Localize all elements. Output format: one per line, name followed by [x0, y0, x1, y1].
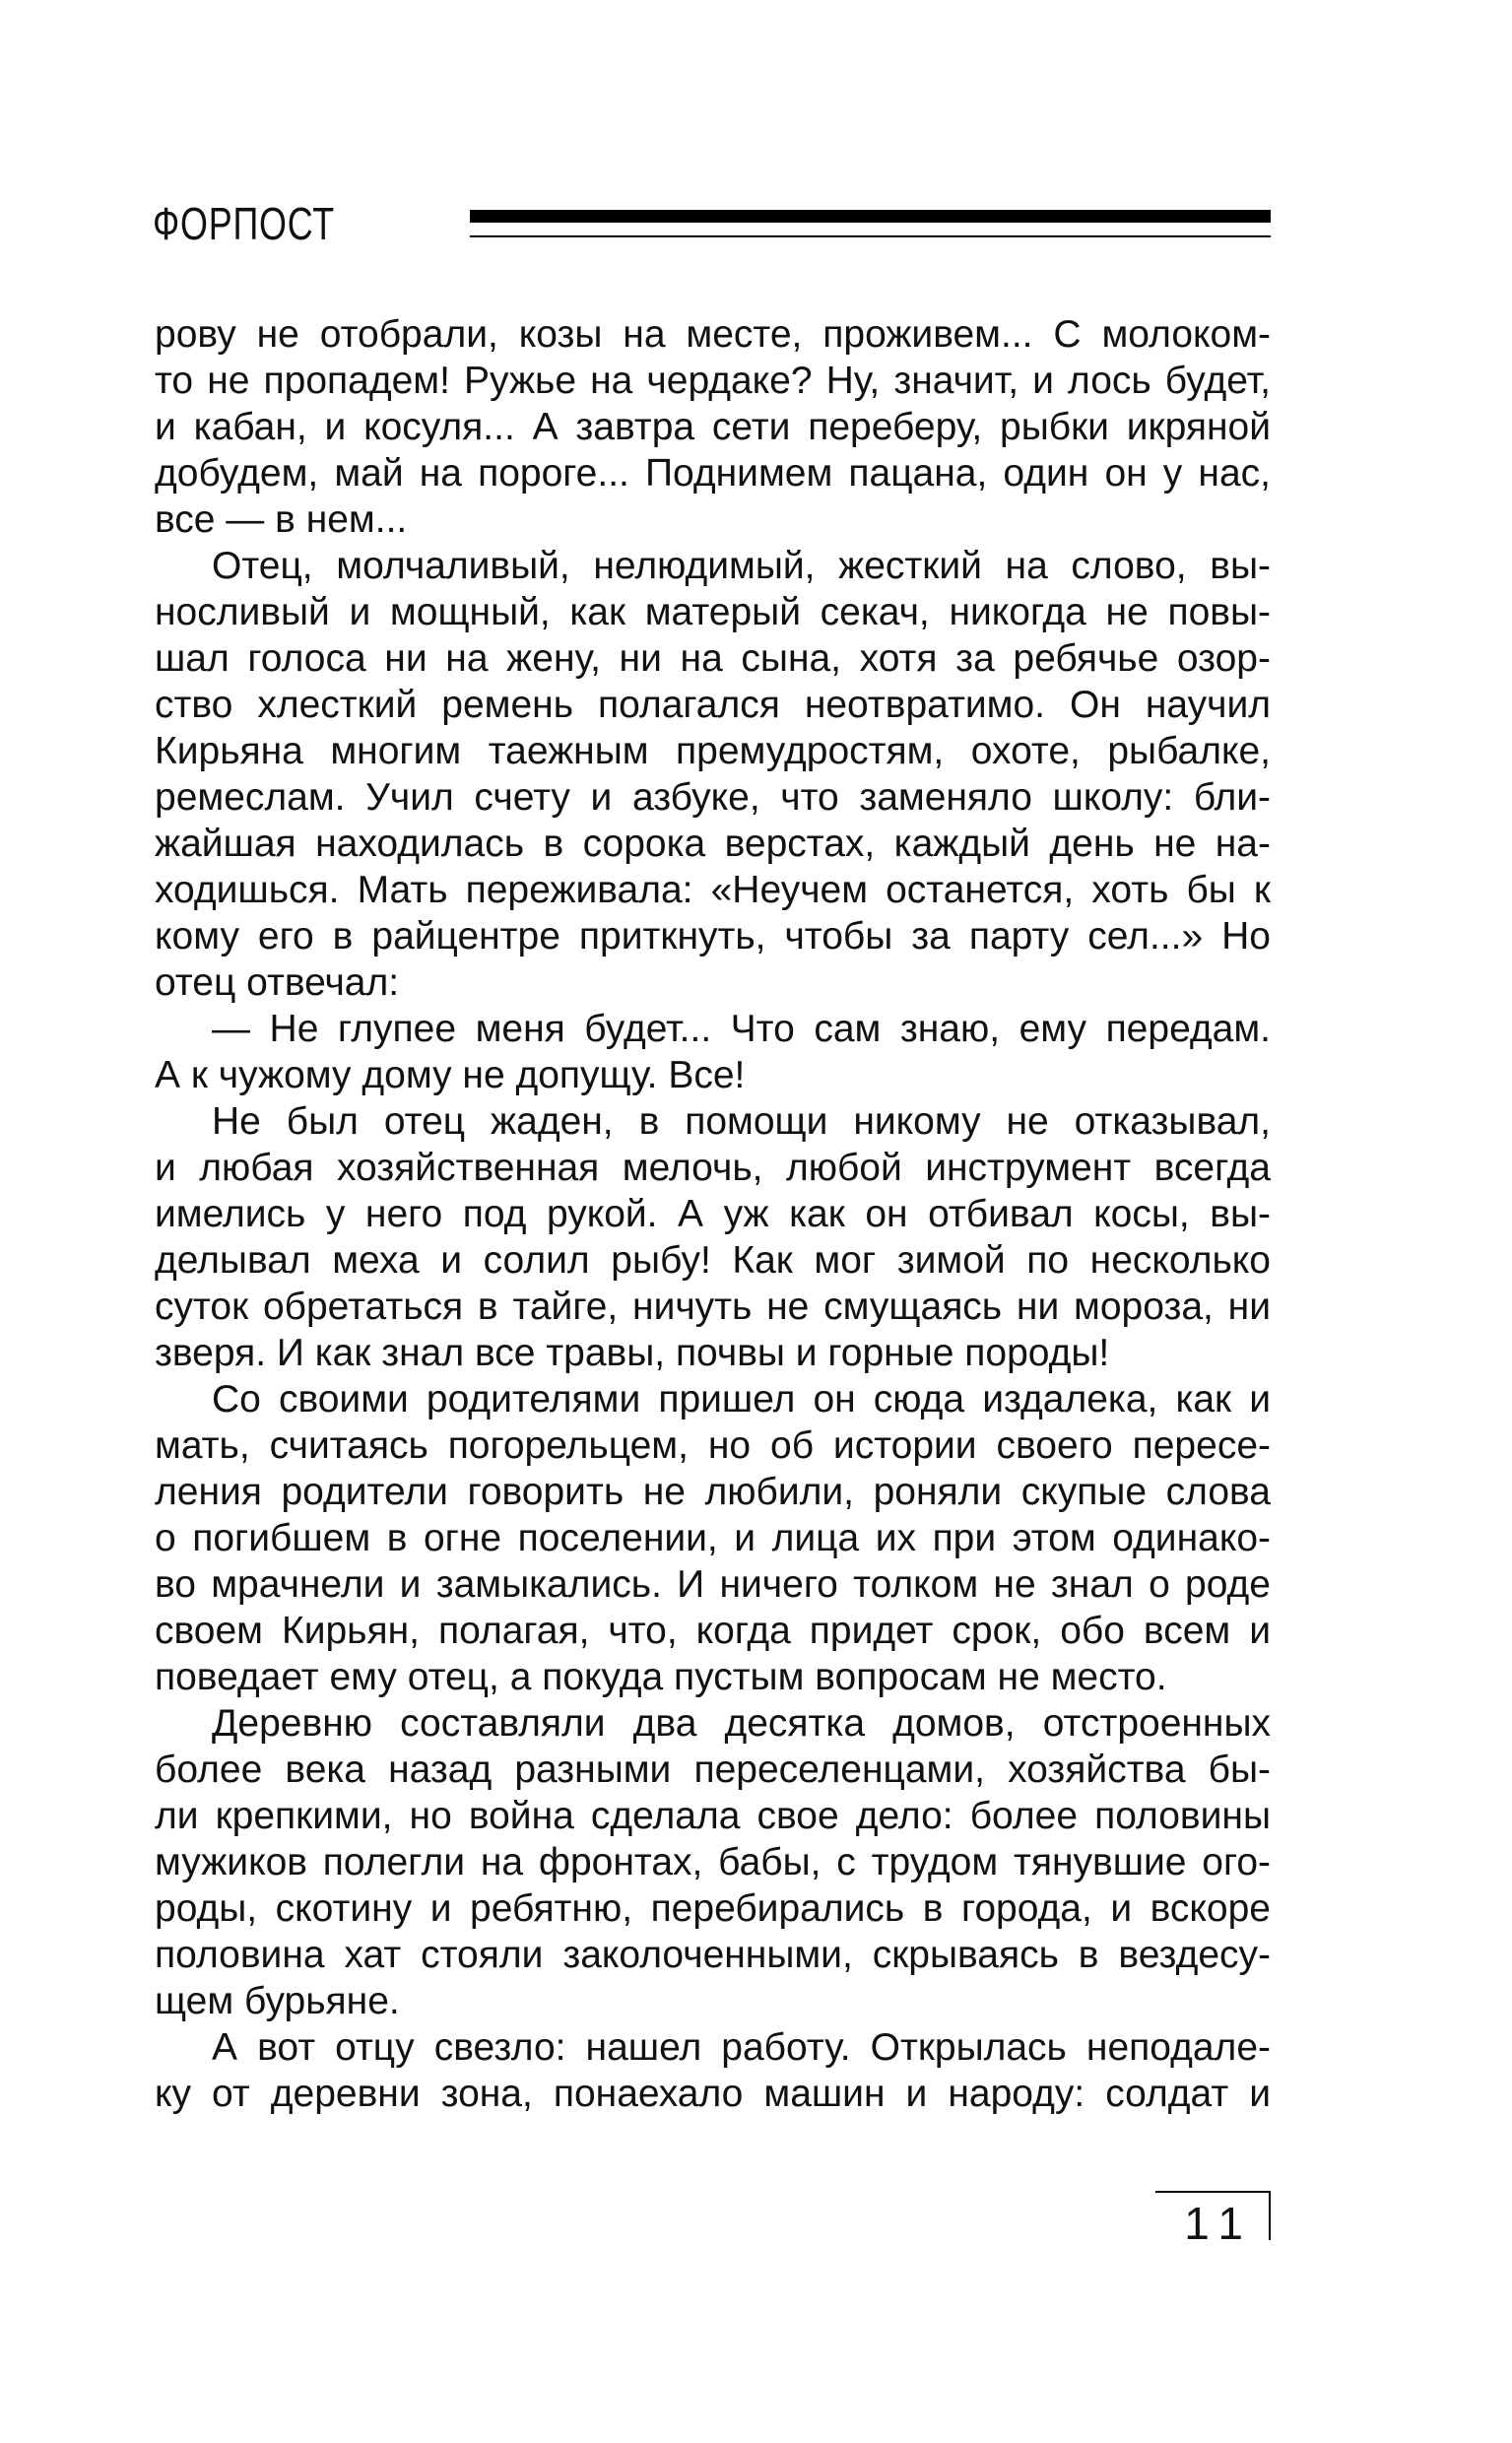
text-line: носливый и мощный, как матерый секач, никогда не повы- — [155, 591, 1271, 633]
text-line: ремеслам. Учил счету и азбуке, что заменяло школу: бли- — [155, 776, 1271, 819]
text-line: шал голоса ни на жену, ни на сына, хотя за ребячье озор- — [155, 637, 1271, 680]
text-line: Отец, молчаливый, нелюдимый, жесткий на слово, вы- — [212, 545, 1271, 587]
paragraph — [155, 1376, 1271, 1700]
text-line: мужиков полегли на фронтах, бабы, с трудом тянувшие ого- — [155, 1841, 1271, 1883]
text-line: более века назад разными переселенцами, хозяйства бы- — [155, 1749, 1271, 1791]
page-number-box — [1155, 2191, 1271, 2249]
text-line: мать, считаясь погорельцем, но об истории своего пересе- — [155, 1424, 1271, 1467]
paragraph — [155, 1006, 1271, 1098]
text-line: имелись у него под рукой. А уж как он отбивал косы, вы- — [155, 1193, 1271, 1235]
page-number: 11 — [1184, 2198, 1255, 2249]
text-line: ходишься. Мать переживала: «Неучем останется, хоть бы к — [155, 869, 1271, 911]
text-line: ку от деревни зона, понаехало машин и народу: солдат и — [155, 2073, 1271, 2115]
text-line: отец отвечал: — [155, 961, 400, 1004]
text-line: Со своими родителями пришел он сюда издалека, как и — [212, 1378, 1271, 1420]
paragraph — [155, 543, 1271, 1006]
text-line: о погибшем в огне поселении, и лица их при этом одинако- — [155, 1517, 1271, 1559]
text-line: все — в нем... — [155, 498, 408, 541]
text-line: ли крепкими, но война сделала свое дело: более половины — [155, 1795, 1271, 1837]
text-line: ления родители говорить не любили, роняли скупые слова — [155, 1471, 1271, 1513]
paragraph — [155, 2024, 1271, 2117]
text-line: поведает ему отец, а покуда пустым вопросам не место. — [155, 1656, 1167, 1698]
text-line: зверя. И как знал все травы, почвы и горные породы! — [155, 1332, 1110, 1374]
text-line: — Не глупее меня будет... Что сам знаю, ему передам. — [212, 1008, 1271, 1050]
text-line: половина хат стояли заколоченными, скрываясь в вездесу- — [155, 1934, 1271, 1976]
text-line: Деревню составляли два десятка домов, отстроенных — [212, 1702, 1271, 1745]
paragraph — [155, 1700, 1271, 2024]
body-text — [155, 311, 1271, 2117]
text-line: своем Кирьян, полагая, что, когда придет срок, обо всем и — [155, 1610, 1271, 1652]
text-line: добудем, май на пороге... Поднимем пацана, один он у нас, — [155, 452, 1271, 495]
header-rule-thin — [470, 235, 1271, 237]
text-line: А к чужому дому не допущу. Все! — [155, 1054, 746, 1096]
text-line: рову не отобрали, козы на месте, проживем... С молоком- — [155, 313, 1271, 356]
text-line: кому его в райцентре приткнуть, чтобы за парту сел...» Но — [155, 915, 1271, 957]
text-line: жайшая находилась в сорока верстах, каждый день не на- — [155, 823, 1271, 865]
text-line: Не был отец жаден, в помощи никому не отказывал, — [212, 1100, 1271, 1143]
text-line: делывал меха и солил рыбу! Как мог зимой по несколько — [155, 1239, 1271, 1282]
text-line: во мрачнели и замыкались. И ничего толком не знал о роде — [155, 1563, 1271, 1606]
text-line: суток обретаться в тайге, ничуть не смущаясь ни мороза, ни — [155, 1286, 1271, 1328]
text-line: А вот отцу свезло: нашел работу. Открылась неподале- — [212, 2026, 1271, 2069]
paragraph — [155, 1098, 1271, 1376]
header-rule-thick — [470, 210, 1271, 223]
text-line: щем бурьяне. — [155, 1980, 400, 2022]
running-head: ФОРПОСТ — [153, 198, 335, 249]
text-line: и любая хозяйственная мелочь, любой инструмент всегда — [155, 1147, 1271, 1189]
text-line: то не пропадем! Ружье на чердаке? Ну, значит, и лось будет, — [155, 360, 1271, 402]
text-line: и кабан, и косуля... А завтра сети переберу, рыбки икряной — [155, 406, 1271, 448]
text-line: ство хлесткий ремень полагался неотвратимо. Он научил — [155, 684, 1271, 726]
paragraph — [155, 311, 1271, 543]
text-line: роды, скотину и ребятню, перебирались в города, и вскоре — [155, 1887, 1271, 1930]
text-line: Кирьяна многим таежным премудростям, охоте, рыбалке, — [155, 730, 1271, 772]
